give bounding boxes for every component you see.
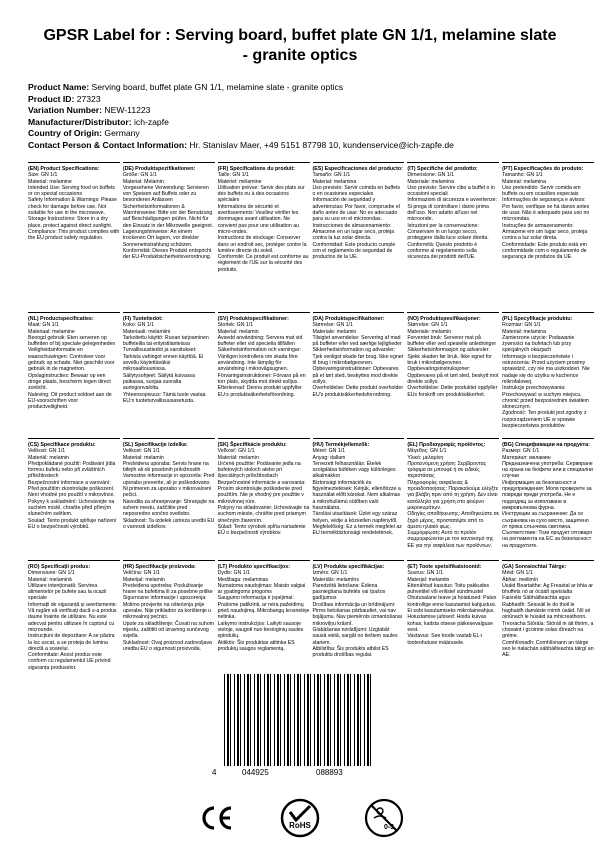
spec-block-sl: (SL) Specifikacije izdelka: Velikost: GN 1/1 Material: melamin Predvidena uporaba: Servis hrane na bifejih ali ob posebnih priložnostih Varnostne informacije in opozorila: Pred uporabo preverite, ali je poškodovano. Ni primeren za uporabo v mikrovalovni pečici. Navodila za shranjevanje: Shranjujte na suhem mestu, zaščitite pred neposredno sončno svetlobo. Skladnost: Ta izdelek ustreza uredbi EU o varnosti izdelkov. — [123, 438, 215, 560]
barcode-digit-first: 4 — [212, 768, 217, 777]
spec-block-lt: (LT) Produkto specifikacijos: Dydis: GN 1/1 Medžiaga: melaminas Numatoma naudojimas: Maisto valgiai ar ypatingoms progoms Saugumo informacija ir įspėjimai: Prašome patikrinti, ar nėra pažeidimų prieš naudojimą. Mikrobangų krosnelėje netinka. Laikymo instrukcijos: Laikyti sausoje vietoje, saugoti nuo tiesioginių saulės spindulių. Atitiktis: Šis produktas atitinka ES produktų saugos reglamentą. — [218, 560, 310, 671]
spec-block-nl: (NL) Productspecificaties: Maat: GN 1/1 Materiaal: melamine Beoogd gebruik: Eten serveren op buffetten of bij speciale gelegenheden Veiligheidsinformatie en waarschuwingen: Controleer voor gebruik op schade. Niet geschikt voor gebruik in de magnetron. Opslaginstructies: Bewaar op een droge plaats, bescherm tegen direct zonlicht. Naleving: Dit product voldoet aan de EU-voorschriften voor productveiligheid. — [28, 312, 120, 437]
spec-row-2 — [28, 312, 594, 437]
spec-block-sv: (SV) Produktspecifikationer: Storlek: GN 1/1 Material: melamin Avsedd användning: Servera mat vid buffeter eller vid speciella tillfällen Säkerhetsinformation och varningar: Vänligen kontrollera om skada före användning. Inte lämplig för användning i mikrovågsugnen. Förvaringsinstruktioner: Förvara på en torr plats, skydda mot direkt solljus. Efterlevnad: Denna produkt uppfyller EU:s produktsäkerhetsförordning. — [218, 312, 310, 437]
spec-block-sk: (SK) Špecifikácie produktu: Veľkosť: GN 1/1 Materiál: melamín Určené použitie: Podávanie jedla na bufetových stoloch alebo pri špeciálnych príležitostiach Bezpečnostné informácie a varovania: Prosím skontrolujte poškodenie pred použitím. Nie je vhodný pre použitie v mikrovlnnej rúre. Pokyny na skladovanie: Uchovávajte na suchom mieste, chráňte pred priamym slnečným žiarením. Súlad: Tento výrobok spĺňa nariadenie EÚ o bezpečnosti výrobkov. — [218, 438, 310, 560]
spec-block-bg: (BG) Спецификации на продукта: Размер: GN 1/1 Материал: меламин Предназначена употреба: Сервиране на храна на бюфети или в специални случаи Информация за безопасност и предупреждения: Моля проверете за повреди преди употреба. Не е подходящ за използване в микровълнова фурна. Инструкции за съхранение: Да се съхранява на сухо място, защитено от пряка слънчева светлина. Съответствие: Този продукт отговаря на регламента на ЕС за безопасност на продуктите. — [502, 438, 594, 560]
spec-block-fi: (FI) Tuotetiedot: Koko: GN 1/1 Materiaali: melamiini Tarkoitettu käyttö: Ruoan tarjoaminen buffeteilla tai erityistilanteissa Turvallisuustiedot ja varoitukset: Tarkista vahingot ennen käyttöä. Ei sovellu käytettäväksi mikroaaltouunissa. Säilytysohjeet: Säilytä kuivassa paikassa, suojaa suoralta auringonvalolta. Yhteensopivuus: Tämä tuote vastaa EU:n tuoteturvallisuusasetusta. — [123, 312, 215, 437]
info-product-id: Product ID: 27323 — [28, 93, 101, 104]
spec-block-da: (DA) Produktspecifikationer: Størrelse: GN 1/1 Materiale: melamin Tilsigtet anvendelse: Servering af mad på buffeter eller ved særlige lejligheder Sikkerhedsinformation og advarsler: Tjek venligst skade før brug. Ikke egnet til brug i mikrobølgeovnen. Opbevaringsinstruktioner: Opbevares på et tørt sted, beskyttes mod direkte sollys. Overholdelse: Dette produkt overholder EU's produktsikkerhedsforordning. — [313, 312, 405, 437]
spec-block-pt: (PT) Especificações do produto: Tamanho: GN 1/1 Material: melamina Uso pretendido: Servir comida em buffets ou em ocasiões especiais Informações de segurança e avisos: Por favor, verifique se há danos antes de usar. Não é adequado para uso no microondas. Instruções de armazenamento: Armazene em um lugar seco, proteja contra a luz solar direta. Conformidade: Este produto está em conformidade com o regulamento de segurança de produtos da UE. — [502, 162, 594, 300]
rohs-icon — [280, 798, 320, 838]
barcode-digit-group-left: 044925 — [242, 768, 269, 777]
barcode-digit-group-right: 088893 — [316, 768, 343, 777]
spec-block-de: (DE) Produktspezifikationen: Größe: GN 1/1 Material: Melamin Vorgesehene Verwendung: Servieren von Speisen auf Buffets oder zu besonderen Anlässen Sicherheitsinformationen & Warnhinweise: Bitte vor der Benutzung auf Beschädigungen prüfen. Nicht für den Einsatz in der Mikrowelle geeignet. Lagerungshinweise: An einem trockenen Ort lagern, vor direkter Sonneneinstrahlung schützen. Konformität: Dieses Produkt entspricht der EU-Produktsicherheitsverordnung. — [123, 162, 215, 300]
barcode-bars — [224, 674, 374, 766]
spec-block-hu: (HU) Termékjellemzők: Méret: GN 1/1 Anyag: dallam Tervezett felhasználás: Ételek szolgálása büféken vagy különleges alkalmakkor Biztonsági információk és figyelmeztetések: Kérjük, ellenőrizze a használat előtt károkat. Nem alkalmas a mikrohullámú sütőben való használatra. Tárolási utasítások: Üzlet egy száraz helyen, védje a közvetlen napfénytől. Megfelelőség: Ez a termék megfelel az EU termékbiztonsági rendeletének. — [313, 438, 405, 560]
info-manufacturer: Manufacturer/Distributor: ich-zapfe — [28, 116, 169, 127]
spec-block-pl: (PL) Specyfikacje produktu: Rozmiar: GN 1/1 Materiał: melamina Zamierzone użycie: Podawanie żywności na bufetach lub przy specjalnych okazjach Informacje o bezpieczeństwie i ostrzeżenia: Przed użyciem prosimy sprawdzić, czy nie ma uszkodzeń. Nie nadaje się do użytku w kuchence mikrofalowej. Instrukcje przechowywania: Przechowywać w suchym miejscu, chronić przed bezpośrednim światłem słonecznym. Zgodność: Ten produkt jest zgodny z rozporządzeniem UE w sprawie bezpieczeństwa produktów. — [502, 312, 594, 437]
spec-block-lv: (LV) Produkta specifikācijas: Izmērs: GN 1/1 Materiāls: melamīns Paredzētā lietošana: Ēdiena pasniegšana bufetēs vai īpašos gadījumos Drošības informācija un brīdinājumi: Pirms lietošanas pārbaudiet, vai nav bojājumu. Nav piemērots izmantošanai mikroviļņu krāsnī. Glabāšanas norādījumi: Uzglabāt sausā vietā, sargāt no tiešiem saules stariem. Atbilstība: Šis produkts atbilst ES produktu drošības regulai. — [313, 560, 405, 671]
spec-block-fr: (FR) Spécifications du produit: Taille: GN 1/1 Matériel: mélamine Utilisation prévue: Servir des plats sur des buffets ou à des occasions spéciales Informations de sécurité et avertissements: Veuillez vérifier les dommages avant utilisation. Ne convient pas pour une utilisation au micro-ondes. Instructions de stockage: Conserver dans un endroit sec, protéger contre la lumière directe du soleil. Conformité: Ce produit est conforme au règlement de l'UE sur la sécurité des produits. — [218, 162, 310, 300]
info-product-name: Product Name: Serving board, buffet plate GN 1/1, melamine slate - granite optics — [28, 82, 344, 92]
spec-row-3 — [28, 438, 594, 560]
info-contact: Contact Person & Contact Information: Hr. Stanislav Maer, +49 5151 87798 10, kundenservice@ich-zapfe.de — [28, 139, 454, 150]
spec-block-es: (ES) Especificaciones del producto: Tamaño: GN 1/1 Material: melamina Uso previsto: Servir comida en buffets o en ocasiones especiales Información de seguridad y advertencias: Por favor, compruebe el daño antes de usar. No es adecuado para su uso en el microondas. Instrucciones de almacenamiento: Almacene en un lugar seco, proteja contra la luz solar directa. Conformidad: Este producto cumple con el reglamento de seguridad de productos de la UE. — [313, 162, 405, 300]
spec-block-ga: (GA) Sonraíochtaí Táirge: Méid: GN 1/1 Ábhar: meilimín Úsáid Beartaithe: Ag Freastal ar bhia ar bhuffets nó ar ócáidí speisialta Faisnéis Sábháilteachta agus Rabhaidh: Seiceáil le do thoil le haghaidh damáiste roimh úsáid. Níl sé oiriúnach le húsáid sa mhicreathonn. Treoracha Stórála: Stóráil in áit thirim, a chosaint i gcoinne solas díreach na gréine. Comhlíonadh: Comhlíonann an táirge seo le rialachán sábháilteachta táirgí an AE. — [502, 560, 594, 671]
ce-mark-icon — [196, 798, 236, 838]
spec-block-hr: (HR) Specifikacije proizvoda: Veličina: GN 1/1 Materijal: melamin Predviđena upotreba: Posluživanje hrane na bufetima ili za posebne prilike Sigurnosne informacije i upozorenja: Molimo provjerite na oštećenja prije uporabe. Nije prikladno za korištenje u mikrovalnoj pećnici. Upute za skladištenje: Čuvati na suhom mjestu, zaštititi od izravnog sunčevog svjetla. Sukladnost: Ovaj proizvod zadovoljava uredbu EU o sigurnosti proizvoda. — [123, 560, 215, 671]
spec-block-cs: (CS) Specifikace produktu: Velikost: GN 1/1 Materiál: melamin Předpokládané použití: Podávání jídla formou bufetu nebo při zvláštních příležitostech Bezpečnostní informace a varování: Před použitím zkontrolujte poškození. Není vhodné pro použití v mikrovlnce. Pokyny k uskladnění: Uchovávejte na suchém místě, chraňte před přímým slunečním světlem. Soulad: Tento produkt splňuje nařízení EU o bezpečnosti výrobků. — [28, 438, 120, 560]
barcode-digits — [212, 768, 386, 782]
spec-block-et: (ET) Toote spetsifikatsioonid: Suurus: GN 1/1 Materjal: melamiin Ettenähtud kasutus: Toitu pakkudes puhvetitel või erilistel sündmustel Ohutusalane teave ja hoiatused: Palun kontrollige enne kasutamist kahjustusi. Ei sobi kasutamiseks mikrolaineahjus. Hoiustamise juhised: Hoida kuivas kohas, kaitsta otsese päikesevalguse eest. Vastavus: See toode vastab EL-i tooteohutuse määrusele. — [407, 560, 499, 671]
spec-row-1 — [28, 162, 594, 300]
page-title: GPSR Label for : Serving board, buffet plate GN 1/1, melamine slate - granite optics — [43, 27, 557, 64]
spec-block-en: (EN) Product Specifications: Size: GN 1/1 Material: melamine Intended Use: Serving food on buffets or on special occasions Safety Information & Warnings: Please check for damage before use. Not suitable for use in the microwave. Storage Instructions: Store in a dry place, protect against direct sunlight. Compliance: This product complies with the EU product safety regulation. — [28, 162, 120, 300]
age-label: 0-3 — [383, 824, 395, 831]
product-info — [28, 82, 588, 152]
spec-block-no: (NO) Produktspesifikasjoner: Størrelse: GN 1/1 Materiale: melamin Forventet bruk: Serverer mat på buffeter eller ved spesielle anledninger Sikkerhetsinformasjon og advarsler: Sjekk skaden før bruk. Ikke egnet for bruk i mikrobølgeovnen. Oppbevaringsinstruksjoner: Oppbevares på et tørt sted, beskytt mot direkte sollys. Overholdelse: Dette produktet oppfyller EUs forskrift om produktsikkerhet. — [407, 312, 499, 437]
info-variation-number: Variation Number: NEW-11223 — [28, 105, 151, 116]
spec-block-el: (EL) Προδιαγραφές προϊόντος: Μέγεθος: GN 1/1 Υλικό: μελαμίνη Προτεινόμενη χρήση: Σερβίροντας τρόφιμα σε μπουφέ ή σε ειδικές περιστάσεις Πληροφορίες ασφάλειας & προειδοποιήσεις: Παρακαλούμε ελέγξτε για βλάβη πριν από τη χρήση. Δεν είναι κατάλληλο για χρήση στο φούρνο μικροκυμάτων. Οδηγίες αποθήκευσης: Αποθηκεύστε σε ξηρό μέρος, προστατέψτε από το άμεσο ηλιακό φως. Συμμόρφωση: Αυτό το προϊόν συμμορφώνεται με τον κανονισμό της ΕΕ για την ασφάλεια των προϊόντων. — [407, 438, 499, 560]
ean-barcode — [212, 674, 386, 784]
info-country-of-origin: Country of Origin: Germany — [28, 128, 140, 139]
compliance-marks — [196, 798, 416, 838]
spec-block-it: (IT) Specifiche del prodotto: Dimensione: GN 1/1 Materiale: melamina Uso previsto: Servire cibo a buffet o in occasioni speciali Informazioni di sicurezza e avvertenze: Si prega di controllare i danni prima dell'uso. Non adatto all'uso nel microonde. Istruzioni per la conservazione: Conservare in un luogo secco, proteggere dalla luce solare diretta. Conformità: Questo prodotto è conforme al regolamento sulla sicurezza dei prodotti dell'UE. — [407, 162, 499, 300]
spec-row-4 — [28, 560, 594, 670]
rohs-label: RoHS — [289, 821, 311, 830]
age-warning-icon — [364, 798, 404, 838]
spec-block-ro: (RO) Specificații produs: Dimensiune: GN 1/1 Material: melamină Utilizare intenționată: Servirea alimentelor pe bufete sau la ocazii speciale Informații de siguranță și avertismente: Vă rugăm să verificați dacă s-a produs daune înainte de utilizare. Nu este adecvat pentru utilizare în cuptorul cu microunde. Instrucțiuni de depozitare: A se păstra la loc uscat, a se proteja de lumina directă a soarelui. Conformitate: Acest produs este conform cu regulamentul UE privind siguranța produselor. — [28, 560, 120, 671]
